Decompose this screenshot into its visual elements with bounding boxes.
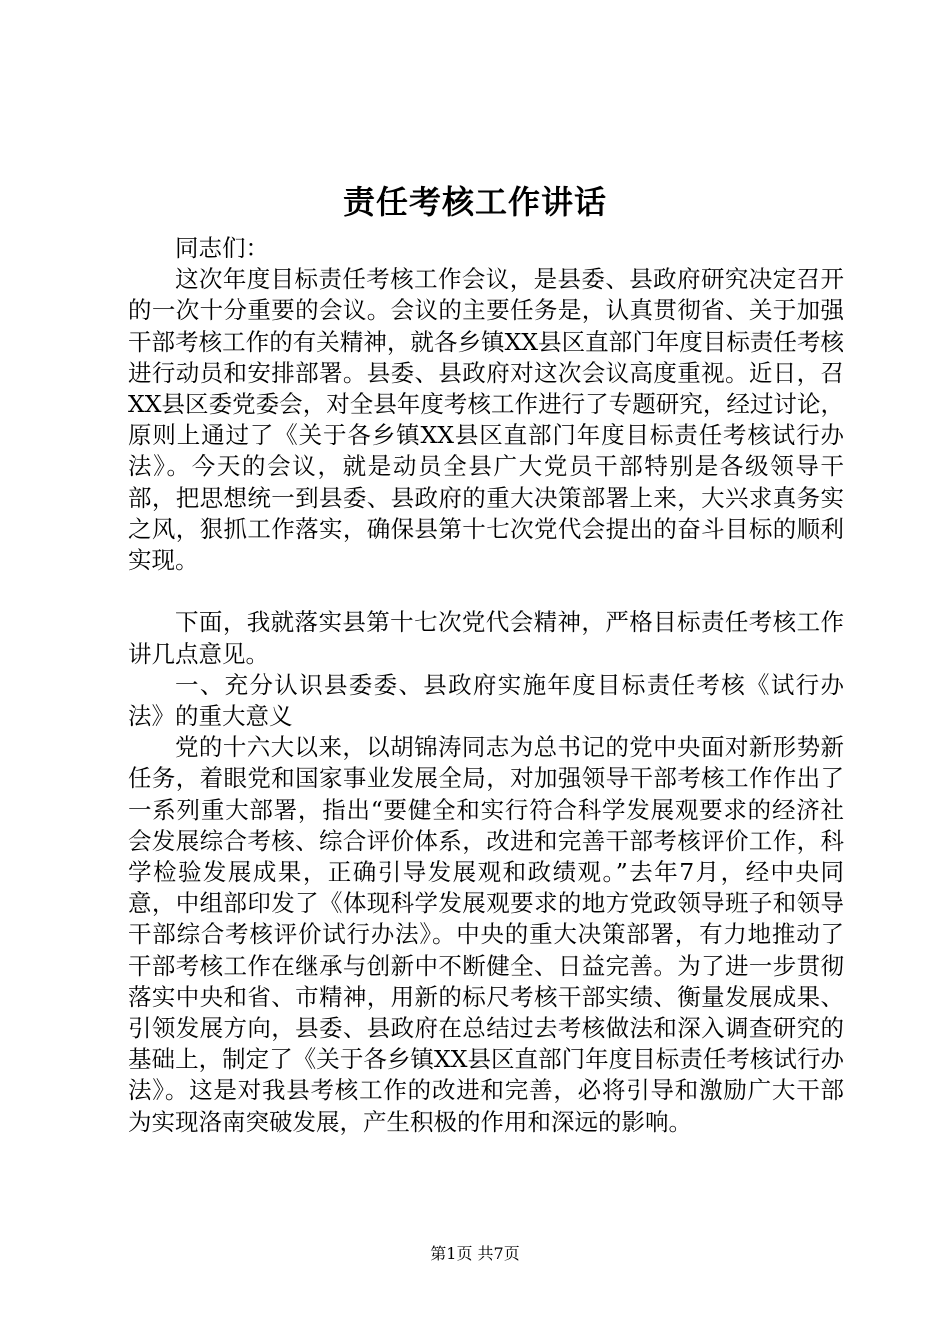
- body-paragraph-3: 党的十六大以来，以胡锦涛同志为总书记的党中央面对新形势新任务，着眼党和国家事业发展全局，对加强领导干部考核工作作出了一系列重大部署，指出“要健全和实行符合科学发展观要求的经济社会发展综合考核、综合评价体系，改进和完善干部考核评价工作，科学检验发展成果，正确引导发展观和政绩观。”去年7月，经中央同意，中组部印发了《体现科学发展观要求的地方党政领导班子和领导干部综合考核评价试行办法》。中央的重大决策部署，有力地推动了干部考核工作在继承与创新中不断健全、日益完善。为了进一步贯彻落实中央和省、市精神，用新的标尺考核干部实绩、衡量发展成果、引领发展方向，县委、县政府在总结过去考核做法和深入调查研究的基础上，制定了《关于各乡镇XX县区直部门年度目标责任考核试行办法》。这是对我县考核工作的改进和完善，必将引导和激励广大干部为实现洛南突破发展，产生积极的作用和深远的影响。: [128, 733, 844, 1136]
- body-paragraph-2: 下面，我就落实县第十七次党代会精神，严格目标责任考核工作讲几点意见。: [128, 608, 844, 668]
- body-paragraph-1: 这次年度目标责任考核工作会议，是县委、县政府研究决定召开的一次十分重要的会议。会议的主要任务是，认真贯彻省、关于加强干部考核工作的有关精神，就各乡镇XX县区直部门年度目标责任考核进行动员和安排部署。县委、县政府对这次会议高度重视。近日，召XX县区委党委会，对全县年度考核工作进行了专题研究，经过讨论，原则上通过了《关于各乡镇XX县区直部门年度目标责任考核试行办法》。今天的会议，就是动员全县广大党员干部特别是各级领导干部，把思想统一到县委、县政府的重大决策部署上来，大兴求真务实之风，狠抓工作落实，确保县第十七次党代会提出的奋斗目标的顺利实现。: [128, 265, 844, 575]
- document-body: [128, 233, 844, 1138]
- page-footer: 第1页 共7页: [430, 1244, 520, 1263]
- salutation-paragraph: 同志们：: [175, 234, 269, 262]
- document-title: 责任考核工作讲话: [342, 183, 607, 221]
- section-heading-1: 一、充分认识县委委、县政府实施年度目标责任考核《试行办法》的重大意义: [128, 670, 844, 731]
